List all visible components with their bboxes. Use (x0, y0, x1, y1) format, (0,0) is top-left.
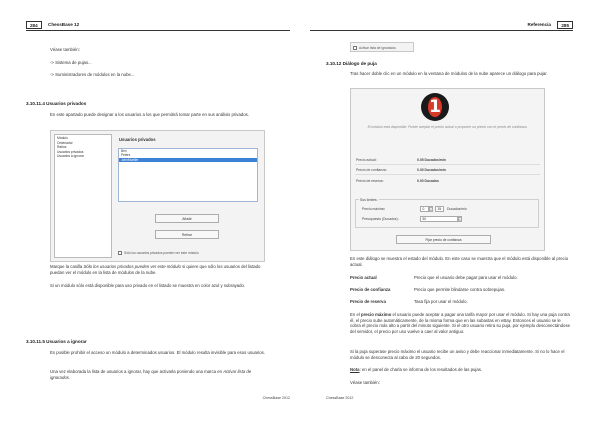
reserve-price-value: 0.00 Ducados (417, 179, 439, 183)
bold-term: precio máximo (361, 312, 392, 317)
paragraph: Marque la casilla Sólo los usuarios privados pueden ver este módulo si quiere que sólo los usuarios del listado puedan ver el módulo en la lista de módulos de la nube. (50, 264, 261, 275)
emphasis: Activar lista de ignorados (50, 369, 252, 380)
trust-price-value: 0.30 Ducados/min (417, 168, 446, 172)
max-price-unit: Ducados/min (447, 207, 467, 211)
user-item[interactable]: Ben (121, 149, 127, 153)
budget-spinner[interactable]: ▴ ▾ (459, 216, 461, 222)
current-price-label: Precio actual: (356, 158, 377, 162)
set-trust-price-button[interactable]: Fijar precio de confianza (396, 235, 491, 244)
module-list-item[interactable]: Usuarios a ignorar (57, 154, 84, 159)
definition-term: Precio actual (350, 275, 377, 280)
module-list-item[interactable]: Ordenador (57, 140, 73, 145)
divider (355, 164, 540, 165)
paragraph: Si un módulo sólo está disponible para uso privado en el listado se muestra en color azul y subrayado. (50, 283, 246, 288)
link-suministradores[interactable]: -> Suministradores de módulos en la nube... (50, 72, 135, 77)
max-price-spinner[interactable]: ▴ ▾ (430, 206, 432, 212)
ignore-list-snippet (350, 42, 414, 52)
definition-term: Precio de confianza (350, 287, 391, 292)
header-title: Referencia (527, 22, 551, 27)
private-only-label: Sólo los usuarios privados pueden ver este módulo (124, 251, 199, 255)
definition-desc: Precio que el usuario debe pagar para usar el módulo. (414, 275, 518, 280)
ignore-list-label: Activar lista de ignorados (359, 45, 396, 50)
see-also: Véase también: (350, 380, 380, 385)
footer: ChessBase 2012 (326, 396, 354, 400)
limits-group (355, 199, 539, 228)
module-logo (421, 93, 449, 121)
definition-desc: Precio que permite blindarse contra sobrepujas. (414, 287, 506, 292)
private-users-dialog (50, 130, 265, 262)
definition-term: Precio de reserva (350, 299, 386, 304)
page-number: 285 (557, 21, 573, 29)
section-title: 3.10.11.5 Usuarios a ignorar (26, 339, 87, 344)
budget-label: Presupuesto (Ducados): (362, 217, 399, 221)
add-button[interactable]: Añadir (155, 214, 219, 223)
module-list-item[interactable]: Módulo (57, 136, 68, 140)
page-header (26, 20, 290, 31)
note: Nota: en el panel de charla se informa de los resultados de las pujas. (350, 367, 483, 372)
availability-message: El módulo está disponible. Puede aceptar el precio actual o proponer un precio con el precio de confianza. (367, 125, 528, 129)
section-intro: Tras hacer doble clic en un módulo en la ventana de módulos de la nube aparece un diálogo para pujar. (350, 71, 548, 76)
paragraph: Es posible prohibir el acceso un módulo a determinados usuarios. El módulo resulta invisible para esos usuarios. (50, 350, 265, 355)
paragraph: En este diálogo se muestra el estado del módulo. En este caso se muestra que el módulo está disponible al precio actual. (350, 256, 569, 267)
note-label: Nota (350, 367, 360, 372)
current-price-value: 0.05 Ducados/min (417, 158, 446, 162)
section-title: 3.10.11.4 Usuarios privados (26, 101, 87, 106)
users-list[interactable] (118, 148, 258, 202)
section-title: 3.10.12 Diálogo de puja (326, 61, 377, 66)
user-item-selected[interactable]: JohnMueller (119, 158, 257, 162)
header-title: ChessBase 12 (48, 22, 80, 27)
see-also: Véase también: (50, 47, 80, 52)
ignore-list-checkbox[interactable] (353, 46, 357, 50)
paragraph: Una vez elaborada la lista de usuarios a ignorar, hay que activarla poniendo una marca en Activar lista de ignorados. (50, 369, 252, 380)
logo-digit: 1 (429, 97, 441, 117)
paragraph: Si la puja superase precio máximo el usuario recibe un aviso y debe reaccionar inmediatamente. Si no lo hace el módulo se desconecta al cabo de 20 segundos. (350, 349, 565, 360)
bid-dialog (350, 88, 545, 251)
footer: ChessBase 2012 (262, 396, 290, 400)
module-list-item[interactable]: Ratios (57, 145, 67, 150)
max-price-decimal-field[interactable]: 35 (435, 206, 444, 212)
private-only-checkbox[interactable] (118, 251, 122, 255)
max-price-integer-field[interactable]: 0 (420, 206, 429, 212)
user-item[interactable]: Peters (121, 153, 131, 158)
section-intro: En este apartado puede designar a los usuarios a los que permitirá tomar parte en sus análisis privados. (50, 112, 249, 117)
divider (355, 174, 540, 175)
page-number: 284 (26, 21, 42, 29)
max-price-label: Precio máximo: (362, 207, 386, 211)
right-page (300, 0, 600, 424)
reserve-price-label: Precio de reserva: (356, 179, 384, 183)
panel-title: Usuarios privados (119, 137, 156, 142)
module-list (54, 134, 112, 258)
link-pujas[interactable]: -> Sistema de pujas... (50, 60, 92, 65)
definition-desc: Tasa fija por usar el módulo. (414, 299, 468, 304)
budget-field[interactable]: 50 (420, 216, 458, 222)
page-header (310, 20, 573, 31)
module-list-item[interactable]: Usuarios privados (57, 149, 84, 154)
remove-button[interactable]: Retirar (155, 230, 219, 239)
paragraph: En el precio máximo el usuario puede aceptar a pagar una tarifa mayor por usar el módulo. Si hay una puja contra él, el precio sube automáticamente, de la misma forma que en las subastas en eBay. Entonces el usuario se le cobra el precio más alto a partir del minuto siguiente. Si el otro usuario retira su puja, por ejemplo desconectándose del servidor, el precio por uso vuelve a caer al valor antiguo. (350, 312, 570, 334)
emphasis: Sólo los usuarios privados pueden ver este módulo (83, 264, 181, 269)
trust-price-label: Precio de confianza: (356, 168, 387, 172)
limits-group-title: Sus límites: (360, 198, 378, 202)
